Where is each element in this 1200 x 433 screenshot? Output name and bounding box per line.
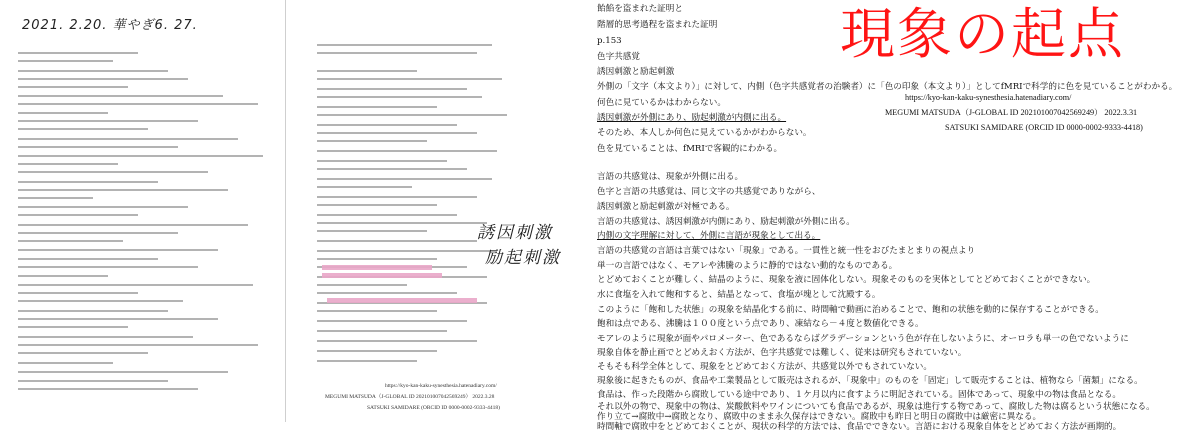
text-line [18, 70, 168, 72]
text-line [317, 258, 437, 260]
text-line [317, 310, 437, 312]
doc-line: 現象後に起きたものが、食品や工業製品として販売はされるが、「現象中」のものを「固定」して販売することは、植物なら「菌類」になる。 [597, 376, 1143, 386]
text-line [18, 128, 148, 130]
text-line [317, 330, 447, 332]
scanned-page-middle [287, 0, 587, 422]
credit-url: https://kyo-kan-kaku-synesthesia.hatenadiary.com/ [905, 93, 1072, 102]
text-line [317, 360, 417, 362]
text-line [18, 86, 128, 88]
doc-line: モアレのように現象が面やパロメーター、色であるならばグラデーションという色が存在しないように、オーロラも単一の色でないように [597, 334, 1129, 344]
text-line [317, 124, 457, 126]
text-line [18, 103, 258, 105]
doc-line: 色を見ていることは、fMRIで客観的にわかる。 [597, 144, 783, 154]
doc-line: そのため、本人しか何色に見えているかがわからない。 [597, 128, 812, 138]
doc-line: 誘因刺激が外側にあり、励起刺激が内側に出る。 [597, 113, 787, 123]
text-line [317, 132, 477, 134]
text-line [317, 284, 407, 286]
doc-line: 言語の共感覚は、誘因刺激が内側にあり、励起刺激が外側に出る。 [597, 217, 855, 227]
doc-line: とどめておくことが難しく、結晶のように、現象を液に固体化しない。現象そのものを実体としてとどめておくことができない。 [597, 275, 1096, 285]
text-line [18, 120, 198, 122]
text-line [317, 52, 477, 54]
doc-line: p.153 [597, 36, 622, 46]
text-line [18, 318, 218, 320]
highlight-mark [322, 265, 432, 270]
text-line [18, 362, 113, 364]
text-line [18, 112, 108, 114]
highlight-mark [327, 298, 477, 303]
doc-line: そもそも科学全体として、現象をとどめておく方法が、共感覚以外でもされていない。 [597, 362, 932, 372]
doc-line: 誘因刺激と励起刺激 [597, 67, 675, 77]
text-line [18, 240, 123, 242]
text-line [317, 178, 492, 180]
scanned-page-left [0, 0, 286, 422]
text-line [18, 214, 138, 216]
text-line [317, 214, 457, 216]
doc-line: 単一の言語ではなく、モアレや沸騰のように静的ではない動的なものである。 [597, 261, 898, 271]
signature-coauthor: SATSUKI SAMIDARE (ORCID ID 0000-0002-9333-4418) [367, 405, 500, 411]
page-title: 現象の起点 [840, 2, 1126, 66]
doc-line: 色字共感覚 [597, 52, 640, 62]
text-line [18, 232, 178, 234]
text-line [317, 150, 497, 152]
text-line [18, 292, 138, 294]
doc-line: 何色に見ているかはわからない。 [597, 98, 726, 108]
text-line [18, 326, 128, 328]
text-line [18, 197, 93, 199]
text-line [18, 146, 178, 148]
doc-line: 時間軸で腐敗中をとどめておくことが、現状の科学的方法では、食品でできない。言語における現象自体をとどめておく方法が画期的。 [597, 422, 1122, 432]
text-line [18, 266, 198, 268]
text-line [317, 204, 437, 206]
doc-line: 現象自体を静止画でとどめえおく方法が、色字共感覚では難しく、従来は研究もされていない。 [597, 348, 967, 358]
text-line [317, 350, 437, 352]
handwritten-date: 2021. 2.20. 華やぎ6. 27. [22, 18, 198, 33]
doc-line: 作り立て→腐敗中→腐敗となり、腐敗中のまま永久保存はできない。腐敗中も昨日と明日の腐敗中は厳密に異なる。 [597, 412, 1042, 422]
text-line [18, 344, 258, 346]
doc-line: 飽和は点である、沸騰は１００度という点であり、凍結なら－４度と数値化できる。 [597, 319, 924, 329]
text-line [18, 275, 108, 277]
doc-line: 内側の文字理解に対して、外側に言語が現象として出る。 [597, 231, 821, 241]
text-line [18, 249, 218, 251]
doc-line: 水に食塩を入れて飽和すると、結晶となって、食塩が塊として沈殿する。 [597, 290, 881, 300]
text-line [18, 60, 113, 62]
text-line [317, 160, 447, 162]
signature-url: https://kyo-kan-kaku-synesthesia.hatenadiary.com/ [385, 383, 497, 389]
text-line [317, 140, 427, 142]
doc-line: このように「飽和した状態」の現象を結晶化する前に、時間軸で動画に治めることで、飽和の状態を動的に保存することができる。 [597, 305, 1104, 315]
text-line [18, 258, 158, 260]
doc-line: 言語の共感覚の言語は言葉ではない「現象」である。一貫性と統一性をおびたまとまりの視点より [597, 246, 976, 256]
text-line [18, 224, 248, 226]
doc-line: 食品は、作った段階から腐敗している途中であり、１ケ月以内に食すように明記されている。固体であって、現象中の物は食品となる。 [597, 390, 1121, 400]
text-line [317, 106, 437, 108]
text-line [317, 88, 467, 90]
text-line [18, 189, 228, 191]
text-line [317, 320, 467, 322]
text-line [317, 240, 477, 242]
highlight-mark [322, 273, 442, 278]
text-line [18, 155, 263, 157]
text-line [317, 70, 417, 72]
text-line [18, 380, 168, 382]
text-line [18, 78, 188, 80]
text-line [18, 163, 118, 165]
text-line [317, 222, 487, 224]
text-line [18, 284, 253, 286]
text-line [18, 310, 168, 312]
doc-line: 飴餡を盗まれた証明と [597, 4, 683, 14]
signature-author: MEGUMI MATSUDA（J-GLOBAL ID 202101007042569249） 2022.3.28 [325, 394, 495, 400]
text-line [317, 168, 467, 170]
doc-line: 言語の共感覚は、現象が外側に出る。 [597, 172, 744, 182]
doc-line: 色字と言語の共感覚は、同じ文字の共感覚でありながら、 [597, 187, 821, 197]
text-line [317, 96, 482, 98]
text-line [317, 196, 477, 198]
text-line [317, 44, 492, 46]
text-line [18, 138, 238, 140]
credit-author: MEGUMI MATSUDA（J-GLOBAL ID 202101007042569249） 2022.3.31 [885, 108, 1138, 117]
text-line [18, 352, 148, 354]
handwritten-term-2: 励起刺激 [485, 248, 561, 268]
text-line [317, 340, 477, 342]
doc-line: 外側の「文字（本文より）」に対して、内側（色字共感覚者の治験者）に「色の印象（本文より）」としてfMRIで科学的に色を見ていることがわかる。 [597, 82, 1178, 92]
handwritten-term-1: 誘因刺激 [477, 223, 553, 243]
doc-line: 階層的思考過程を盗まれた証明 [597, 20, 718, 30]
typed-document [597, 0, 1200, 432]
text-line [317, 292, 457, 294]
text-line [317, 250, 497, 252]
text-line [18, 371, 228, 373]
text-line [18, 95, 223, 97]
doc-line: それ以外の物で、現象中の物は、炭酸飲料やワインについても食品であるが、現象は進行する物であって、腐敗した物は腐るという状態になる。 [597, 402, 1155, 412]
text-line [18, 52, 138, 54]
text-line [18, 206, 188, 208]
credit-coauthor: SATSUKI SAMIDARE (ORCID ID 0000-0002-9333-4418) [945, 123, 1143, 132]
text-line [18, 388, 198, 390]
text-line [317, 186, 412, 188]
text-line [317, 114, 507, 116]
text-line [18, 300, 183, 302]
text-line [18, 336, 193, 338]
text-line [317, 230, 427, 232]
text-line [18, 181, 158, 183]
text-line [317, 78, 502, 80]
doc-line: 誘因刺激と励起刺激が対極である。 [597, 202, 735, 212]
text-line [18, 171, 208, 173]
